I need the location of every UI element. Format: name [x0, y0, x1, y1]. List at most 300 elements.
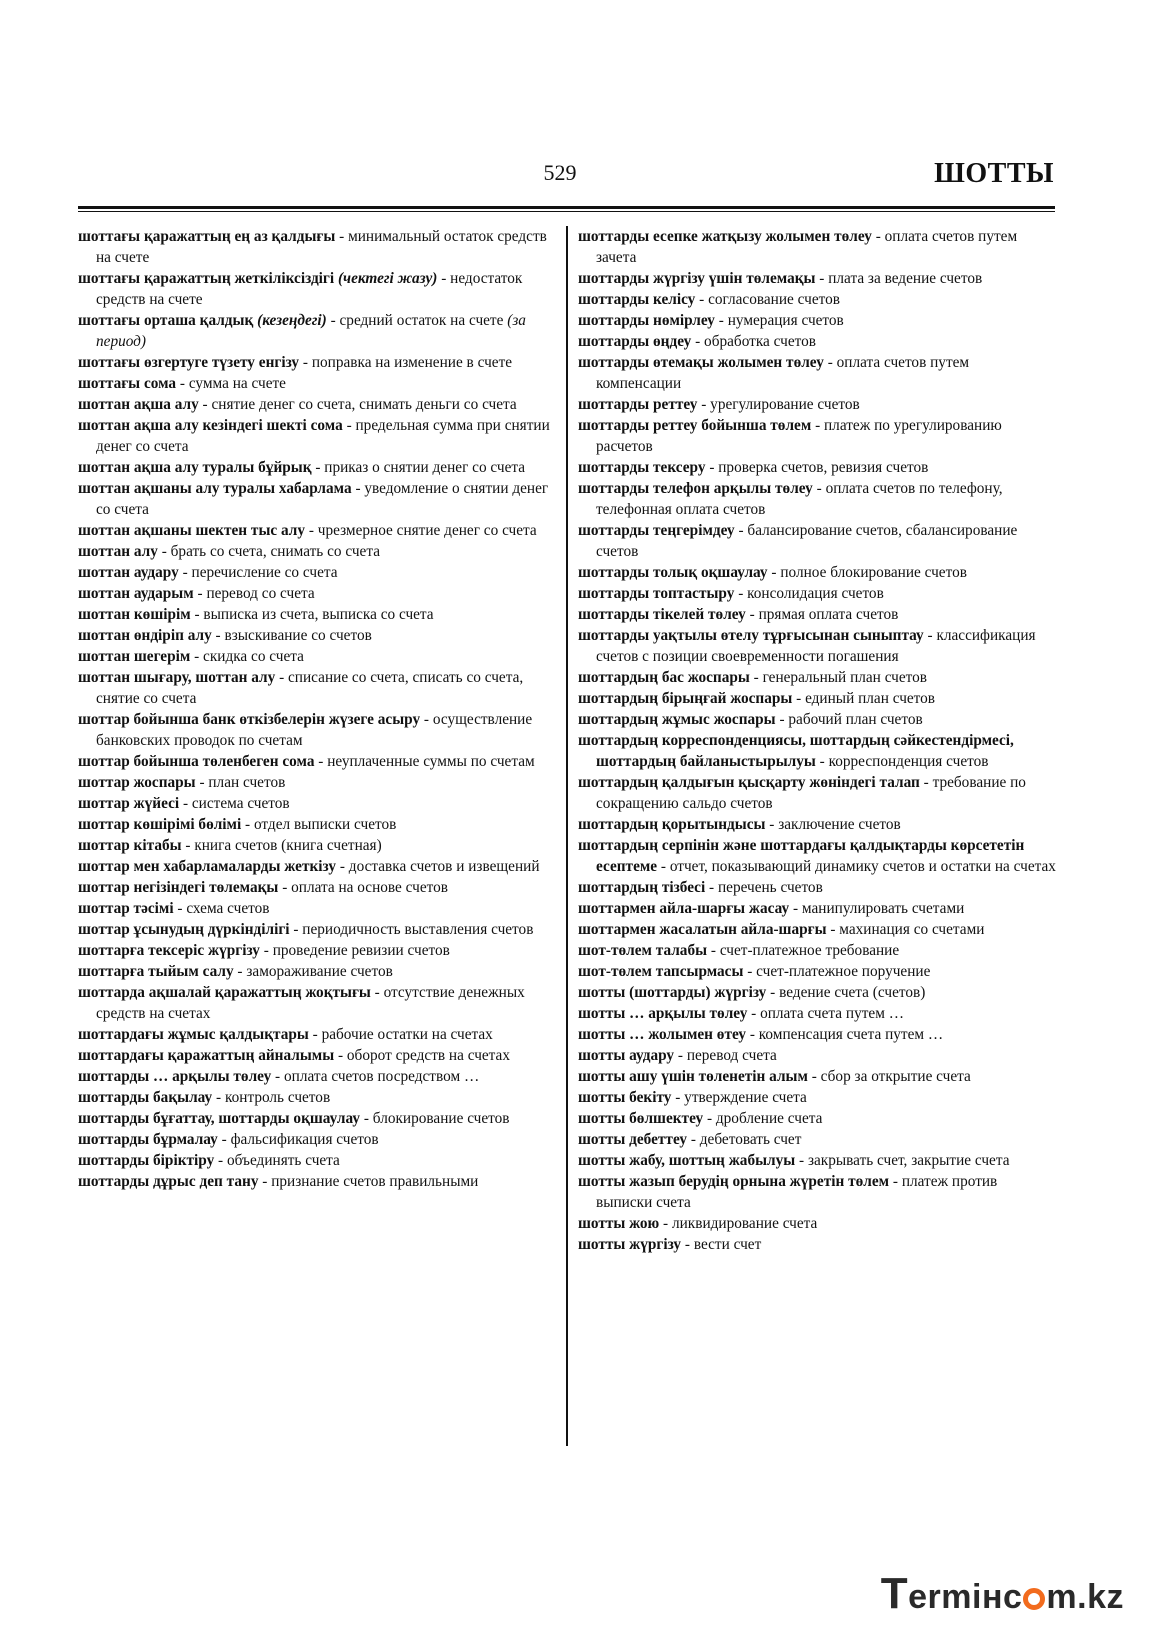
entry-separator: -	[214, 1152, 227, 1169]
entry-term: шоттарды нөмірлеу	[578, 312, 715, 329]
dictionary-entry	[78, 898, 554, 919]
dictionary-entry	[78, 625, 554, 646]
dictionary-entry	[78, 751, 554, 772]
entry-term: шот-төлем талабы	[578, 942, 708, 959]
entry-term: шоттан ақшаны шектен тыс алу	[78, 522, 306, 539]
entry-separator: -	[871, 228, 885, 245]
running-head: ШОТТЫ	[934, 158, 1054, 189]
dictionary-entry	[578, 1108, 1056, 1129]
entry-definition: рабочие остатки на счетах	[321, 1026, 493, 1043]
entry-definition: замораживание счетов	[246, 963, 393, 980]
entry-term: шоттан шығару, шоттан алу	[78, 669, 276, 686]
entry-definition: неуплаченные суммы по счетам	[327, 753, 535, 770]
entry-term: шоттар негізіндегі төлемақы	[78, 879, 279, 896]
entry-separator: -	[179, 795, 192, 812]
entry-term: шотты (шоттарды) жүргізу	[578, 984, 767, 1001]
entry-definition: корреспонденция счетов	[828, 753, 989, 770]
entry-separator: -	[707, 942, 720, 959]
entry-definition: перевод со счета	[206, 585, 315, 602]
dictionary-entry	[578, 709, 1056, 730]
dictionary-entry	[578, 478, 1056, 520]
entry-term-note: (чектегі жазу)	[337, 270, 438, 287]
dictionary-entry	[78, 394, 554, 415]
entry-term: шоттардың бірыңғай жоспары	[578, 690, 793, 707]
entry-separator: -	[807, 1068, 821, 1085]
entry-definition: требование по сокращению сальдо счетов	[596, 774, 1026, 812]
entry-separator: -	[743, 963, 757, 980]
entry-separator: -	[703, 1110, 716, 1127]
entry-term: шоттан ақша алу	[78, 396, 199, 413]
entry-separator: -	[889, 1173, 902, 1190]
entry-term: шоттарды жүргізу үшін төлемақы	[578, 270, 816, 287]
entry-term: шоттарға тексеріс жүргізу	[78, 942, 260, 959]
entry-definition: нумерация счетов	[727, 312, 844, 329]
dictionary-entry	[578, 226, 1056, 268]
dictionary-entry	[78, 667, 554, 709]
entry-separator: -	[212, 1089, 225, 1106]
entry-separator: -	[697, 396, 711, 413]
dictionary-entry	[578, 1171, 1056, 1213]
entry-term: шоттар кітабы	[78, 837, 182, 854]
entry-definition: счет-платежное требование	[719, 942, 900, 959]
dictionary-entry	[578, 772, 1056, 814]
dictionary-entry	[78, 1087, 554, 1108]
dictionary-entry	[578, 331, 1056, 352]
entry-separator: -	[714, 312, 728, 329]
entry-separator: -	[178, 564, 192, 581]
entry-separator: -	[815, 270, 829, 287]
entry-separator: -	[217, 1131, 231, 1148]
entry-term: шоттан өндіріп алу	[78, 627, 212, 644]
entry-definition: отчет, показывающий динамику счетов и остатки на счетах	[669, 858, 1056, 875]
entry-separator: -	[173, 900, 187, 917]
dictionary-entry	[78, 919, 554, 940]
entry-definition: сумма на счете	[188, 375, 286, 392]
entry-definition: единый план счетов	[805, 690, 936, 707]
header-rule-thin	[78, 211, 1055, 212]
entry-term: шоттарды тексеру	[578, 459, 706, 476]
dictionary-entry	[578, 982, 1056, 1003]
entry-definition: махинация со счетами	[839, 921, 985, 938]
dictionary-entry	[578, 1129, 1056, 1150]
dictionary-entry	[78, 457, 554, 478]
entry-definition: отдел выписки счетов	[253, 816, 397, 833]
dictionary-entry	[578, 268, 1056, 289]
entry-definition: минимальный остаток средств на счете	[96, 228, 547, 266]
entry-separator: -	[691, 333, 705, 350]
entry-separator: -	[258, 1173, 272, 1190]
dictionary-entry	[78, 1171, 554, 1192]
entry-definition: проверка счетов, ревизия счетов	[718, 459, 929, 476]
entry-separator: -	[311, 459, 325, 476]
entry-definition: снятие денег со счета, снимать деньги со счета	[211, 396, 517, 413]
dictionary-entry	[578, 1024, 1056, 1045]
dictionary-entry	[578, 1003, 1056, 1024]
dictionary-entry	[78, 982, 554, 1024]
entry-separator: -	[233, 963, 247, 980]
entry-separator: -	[792, 690, 806, 707]
entry-definition: фальсификация счетов	[230, 1131, 379, 1148]
entry-separator: -	[815, 753, 829, 770]
entry-definition: предельная сумма при снятии денег со счета	[96, 417, 550, 455]
entry-separator: -	[659, 1215, 672, 1232]
entry-separator: -	[195, 774, 209, 791]
dictionary-entry	[578, 520, 1056, 562]
entry-separator: -	[789, 900, 802, 917]
entry-definition: доставка счетов и извещений	[348, 858, 540, 875]
entry-definition: выписка из счета, выписка со счета	[203, 606, 434, 623]
entry-term: шоттарды өңдеу	[578, 333, 692, 350]
dictionary-entry	[578, 583, 1056, 604]
entry-separator: -	[734, 522, 748, 539]
entry-term: шотты … арқылы төлеу	[578, 1005, 748, 1022]
entry-separator: -	[681, 1236, 694, 1253]
entry-term: шоттарды телефон арқылы төлеу	[578, 480, 813, 497]
entry-term: шоттарды топтастыру	[578, 585, 735, 602]
entry-term: шоттан ақшаны алу туралы хабарлама	[78, 480, 352, 497]
dictionary-entry	[78, 772, 554, 793]
entry-definition: плата за ведение счетов	[828, 270, 983, 287]
entry-separator: -	[923, 627, 937, 644]
entry-term: шотты аудару	[578, 1047, 675, 1064]
column-divider	[566, 226, 568, 1446]
entry-term: шоттар мен хабарламаларды жеткізу	[78, 858, 337, 875]
entry-term: шоттан аударым	[78, 585, 194, 602]
dictionary-entry	[78, 814, 554, 835]
entry-separator: -	[289, 921, 303, 938]
dictionary-entry	[78, 604, 554, 625]
entry-separator: -	[657, 858, 670, 875]
dictionary-entry	[578, 667, 1056, 688]
dictionary-entry	[578, 961, 1056, 982]
dictionary-entry	[78, 961, 554, 982]
entry-separator: -	[687, 1131, 700, 1148]
entry-definition: перечень счетов	[717, 879, 823, 896]
entry-term: шоттағы қаражаттың ең аз қалдығы	[78, 228, 336, 245]
entry-separator: -	[314, 753, 328, 770]
entry-separator: -	[334, 1047, 347, 1064]
entry-term: шоттарды … арқылы төлеу	[78, 1068, 272, 1085]
dictionary-entry	[578, 604, 1056, 625]
entry-definition: балансирование счетов, сбалансирование счетов	[596, 522, 1018, 560]
entry-definition: дробление счета	[715, 1110, 823, 1127]
entry-term: шоттармен айла-шарғы жасау	[578, 900, 790, 917]
dictionary-entry	[78, 1024, 554, 1045]
entry-term: шоттарды бақылау	[78, 1089, 213, 1106]
dictionary-entry	[78, 352, 554, 373]
entry-definition: ликвидирование счета	[671, 1215, 818, 1232]
entry-definition: взыскивание со счетов	[224, 627, 372, 644]
dictionary-entry	[78, 793, 554, 814]
entry-term: шотты жазып берудің орнына жүретін төлем	[578, 1173, 890, 1190]
dictionary-entry	[78, 1129, 554, 1150]
entry-term: шотты жабу, шоттың жабылуы	[578, 1152, 796, 1169]
entry-separator: -	[157, 543, 171, 560]
entry-term: шоттар бойынша төленбеген сома	[78, 753, 315, 770]
entry-separator: -	[705, 459, 719, 476]
entry-definition: оплата счетов посредством …	[283, 1068, 480, 1085]
entry-definition: оплата счетов путем зачета	[596, 228, 1018, 266]
entry-definition: оплата счетов путем компенсации	[596, 354, 970, 392]
dictionary-entry	[78, 310, 554, 352]
entry-definition: периодичность выставления счетов	[302, 921, 534, 938]
dictionary-entry	[78, 1066, 554, 1087]
entry-separator: -	[919, 774, 933, 791]
entry-definition: перевод счета	[686, 1047, 777, 1064]
entry-definition: манипулировать счетами	[801, 900, 965, 917]
entry-separator: -	[198, 396, 212, 413]
entry-separator: -	[278, 879, 292, 896]
entry-definition: брать со счета, снимать со счета	[170, 543, 380, 560]
entry-separator: -	[437, 270, 451, 287]
entry-term: шоттарды бұрмалау	[78, 1131, 218, 1148]
dictionary-entry	[578, 730, 1056, 772]
entry-definition: контроль счетов	[224, 1089, 331, 1106]
entry-definition-note: (за период)	[96, 312, 526, 350]
entry-separator: -	[326, 312, 340, 329]
entry-separator: -	[342, 417, 356, 434]
entry-separator: -	[826, 921, 840, 938]
entry-separator: -	[305, 522, 318, 539]
entry-definition: объединять счета	[226, 1152, 340, 1169]
dictionary-entry	[578, 310, 1056, 331]
entry-term: шоттар жоспары	[78, 774, 196, 791]
dictionary-entry	[78, 520, 554, 541]
entry-separator: -	[308, 1026, 322, 1043]
entry-separator: -	[211, 627, 225, 644]
entry-definition: дебетовать счет	[699, 1131, 802, 1148]
dictionary-entry	[578, 919, 1056, 940]
entry-term: шоттар ұсынудың дүркінділігі	[78, 921, 290, 938]
entry-term: шоттарды біріктіру	[78, 1152, 215, 1169]
entry-definition: приказ о снятии денег со счета	[324, 459, 526, 476]
entry-separator: -	[181, 837, 195, 854]
entry-term: шоттарда ақшалай қаражаттың жоқтығы	[78, 984, 371, 1001]
entry-definition: рабочий план счетов	[788, 711, 923, 728]
entry-definition: оплата счета путем …	[760, 1005, 905, 1022]
entry-definition: средний остаток на счете	[339, 312, 508, 329]
dictionary-entry	[78, 877, 554, 898]
entry-definition: перечисление со счета	[191, 564, 338, 581]
entry-separator: -	[420, 711, 433, 728]
entry-term: шоттарды бұғаттау, шоттарды оқшаулау	[78, 1110, 361, 1127]
entry-term: шоттан ақша алу туралы бұйрық	[78, 459, 312, 476]
dictionary-entry	[578, 1234, 1056, 1255]
entry-term: шоттардың серпінін және шоттардағы қалдықтарды көрсететін есептеме	[578, 837, 1025, 875]
entry-term: шоттардағы жұмыс қалдықтары	[78, 1026, 309, 1043]
dictionary-entry	[78, 709, 554, 751]
entry-term: шотты дебеттеу	[578, 1131, 688, 1148]
dictionary-entry	[578, 1213, 1056, 1234]
entry-definition: обработка счетов	[704, 333, 816, 350]
entry-definition: книга счетов (книга счетная)	[194, 837, 382, 854]
entry-definition: недостаток средств на счете	[96, 270, 523, 308]
dictionary-entry	[78, 856, 554, 877]
entry-term: шотты бөлшектеу	[578, 1110, 704, 1127]
entry-separator: -	[775, 711, 789, 728]
header-rule-thick	[78, 206, 1055, 209]
entry-definition: система счетов	[191, 795, 290, 812]
entry-term-note: (кезеңдегі)	[257, 312, 327, 329]
entry-separator: -	[193, 585, 207, 602]
entry-term: шоттағы қаражаттың жеткіліксіздігі	[78, 270, 338, 287]
entry-separator: -	[695, 291, 709, 308]
dictionary-entry	[578, 688, 1056, 709]
dictionary-entry	[578, 1045, 1056, 1066]
dictionary-entry	[78, 541, 554, 562]
dictionary-entry	[78, 415, 554, 457]
entry-definition: закрывать счет, закрытие счета	[807, 1152, 1010, 1169]
dictionary-entry	[578, 835, 1056, 877]
entry-definition: оплата на основе счетов	[291, 879, 448, 896]
entry-term: шоттардың қалдығын қысқарту жөніндегі талап	[578, 774, 920, 791]
entry-separator: -	[811, 417, 824, 434]
dictionary-entry	[578, 1150, 1056, 1171]
dictionary-entry	[578, 1066, 1056, 1087]
entry-definition: осуществление банковских проводок по счетам	[96, 711, 533, 749]
entry-separator: -	[749, 669, 763, 686]
entry-definition: признание счетов правильными	[271, 1173, 479, 1190]
entry-definition: вести счет	[693, 1236, 762, 1253]
entry-term: шоттан ақша алу кезіндегі шекті сома	[78, 417, 343, 434]
entry-term: шотты ашу үшін төленетін алым	[578, 1068, 808, 1085]
entry-separator: -	[795, 1152, 808, 1169]
entry-definition: платеж по урегулированию расчетов	[596, 417, 1002, 455]
dictionary-entry	[578, 352, 1056, 394]
dictionary-entry	[78, 373, 554, 394]
entry-definition: классификация счетов с позиции своевременности погашения	[596, 627, 1036, 665]
dictionary-entry	[78, 1108, 554, 1129]
entry-definition: план счетов	[208, 774, 286, 791]
entry-definition: генеральный план счетов	[762, 669, 928, 686]
dictionary-entry	[78, 562, 554, 583]
entry-definition: проведение ревизии счетов	[272, 942, 450, 959]
entry-separator: -	[190, 606, 204, 623]
dictionary-entry	[578, 898, 1056, 919]
entry-term: шоттарды теңгерімдеу	[578, 522, 735, 539]
entry-separator: -	[767, 564, 781, 581]
entry-term: шоттарды реттеу бойынша төлем	[578, 417, 812, 434]
dictionary-entry	[78, 1150, 554, 1171]
entry-separator: -	[335, 228, 349, 245]
page-number: 529	[543, 160, 577, 185]
entry-definition: утверждение счета	[684, 1089, 807, 1106]
entry-definition: уведомление о снятии денег со счета	[96, 480, 549, 518]
entry-separator: -	[671, 1089, 685, 1106]
entry-definition: платеж против выписки счета	[596, 1173, 998, 1211]
entry-definition: компенсация счета путем …	[758, 1026, 944, 1043]
entry-definition: сбор за открытие счета	[820, 1068, 971, 1085]
dictionary-entry	[578, 814, 1056, 835]
entry-term: шоттарға тыйым салу	[78, 963, 234, 980]
dictionary-entry	[578, 940, 1056, 961]
dictionary-entry	[78, 646, 554, 667]
entry-definition: прямая оплата счетов	[758, 606, 899, 623]
dictionary-entry	[578, 289, 1056, 310]
entry-term: шот-төлем тапсырмасы	[578, 963, 744, 980]
entry-definition: отсутствие денежных средств на счетах	[96, 984, 525, 1022]
entry-separator: -	[812, 480, 826, 497]
entry-term: шоттармен жасалатын айла-шарғы	[578, 921, 827, 938]
entry-term: шоттағы орташа қалдық	[78, 312, 258, 329]
dictionary-entry	[578, 1087, 1056, 1108]
entry-definition: схема счетов	[186, 900, 270, 917]
entry-term: шоттағы өзгертуге түзету енгізу	[78, 354, 300, 371]
entry-definition: счет-платежное поручение	[756, 963, 931, 980]
dictionary-entry	[578, 877, 1056, 898]
dictionary-entry	[578, 625, 1056, 667]
entry-definition: урегулирование счетов	[710, 396, 860, 413]
entry-separator: -	[674, 1047, 687, 1064]
entry-definition: поправка на изменение в счете	[311, 354, 513, 371]
dictionary-entry	[78, 226, 554, 268]
right-column	[578, 226, 1056, 1255]
dictionary-entry	[578, 457, 1056, 478]
entry-definition: скидка со счета	[203, 648, 304, 665]
entry-term: шоттардағы қаражаттың айналымы	[78, 1047, 335, 1064]
entry-term: шоттағы сома	[78, 375, 177, 392]
entry-separator: -	[823, 354, 837, 371]
dictionary-entry	[578, 394, 1056, 415]
dictionary-entry	[78, 478, 554, 520]
entry-term: шоттан аудару	[78, 564, 179, 581]
entry-term: шотты жүргізу	[578, 1236, 682, 1253]
entry-separator: -	[766, 984, 780, 1001]
entry-definition: блокирование счетов	[372, 1110, 510, 1127]
entry-term: шотты бекіту	[578, 1089, 672, 1106]
entry-definition: ведение счета (счетов)	[779, 984, 926, 1001]
entry-term: шоттар көшірімі бөлімі	[78, 816, 242, 833]
entry-term: шотты … жолымен өтеу	[578, 1026, 747, 1043]
dictionary-entry	[578, 415, 1056, 457]
entry-separator: -	[746, 1026, 759, 1043]
entry-definition: оплата счетов по телефону, телефонная оплата счетов	[596, 480, 1003, 518]
entry-term: шоттардың корреспонденциясы, шоттардың сәйкестендірмесі, шоттардың байланыстырылуы	[578, 732, 1014, 770]
entry-term: шоттардың бас жоспары	[578, 669, 750, 686]
dictionary-entry	[78, 583, 554, 604]
entry-term: шоттар жүйесі	[78, 795, 180, 812]
left-column	[78, 226, 554, 1192]
entry-term: шоттан шегерім	[78, 648, 191, 665]
entry-definition: чрезмерное снятие денег со счета	[317, 522, 537, 539]
entry-term: шоттан көшірім	[78, 606, 191, 623]
entry-separator: -	[176, 375, 189, 392]
entry-separator: -	[747, 1005, 761, 1022]
entry-definition: согласование счетов	[708, 291, 840, 308]
entry-term: шоттардың тізбесі	[578, 879, 706, 896]
entry-term: шоттар бойынша банк өткізбелерін жүзеге асыру	[78, 711, 421, 728]
entry-term: шоттарды тікелей төлеу	[578, 606, 746, 623]
entry-term: шоттарды реттеу	[578, 396, 698, 413]
entry-definition: оборот средств на счетах	[346, 1047, 510, 1064]
entry-term: шоттарды уақтылы өтелу тұрғысынан сыныптау	[578, 627, 924, 644]
entry-separator: -	[745, 606, 759, 623]
entry-term: шоттардың жұмыс жоспары	[578, 711, 776, 728]
entry-separator: -	[275, 669, 289, 686]
dictionary-entry	[78, 268, 554, 310]
entry-separator: -	[299, 354, 312, 371]
entry-definition: заключение счетов	[778, 816, 901, 833]
entry-separator: -	[259, 942, 273, 959]
dictionary-entry	[578, 562, 1056, 583]
entry-separator: -	[351, 480, 365, 497]
entry-separator: -	[734, 585, 748, 602]
entry-term: шоттарды толық оқшаулау	[578, 564, 768, 581]
entry-definition: списание со счета, списать со счета, снятие со счета	[96, 669, 524, 707]
entry-term: шоттарды өтемақы жолымен төлеу	[578, 354, 824, 371]
entry-separator: -	[370, 984, 384, 1001]
entry-term: шоттардың қорытындысы	[578, 816, 766, 833]
